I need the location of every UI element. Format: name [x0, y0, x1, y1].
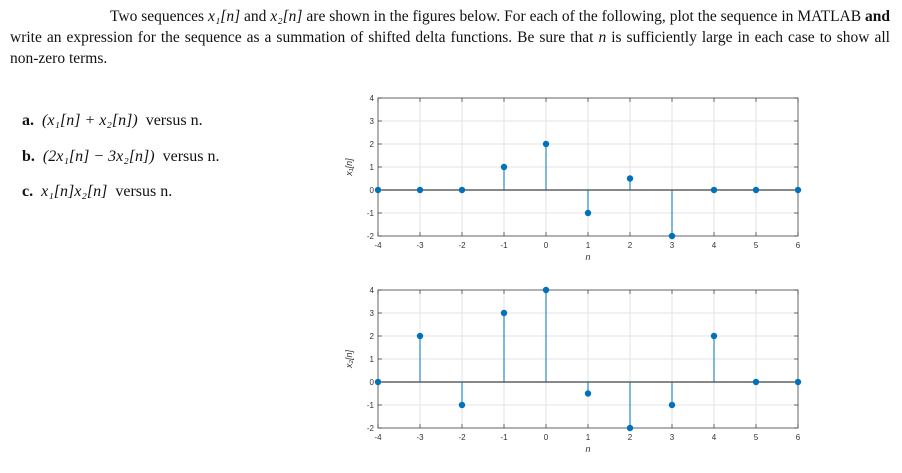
y-axis-label: x₂[n] [344, 350, 354, 368]
stem-marker [753, 187, 759, 193]
intro-text-1: Two sequences [110, 8, 209, 25]
x-tick-label: -2 [458, 433, 466, 442]
y-tick-label: -1 [366, 401, 374, 410]
stem-marker [501, 164, 507, 170]
y-tick-label: 2 [369, 332, 374, 341]
part-b-label: b. [22, 148, 35, 165]
x-tick-label: -4 [374, 241, 382, 250]
y-tick-label: -2 [366, 424, 374, 433]
stem-marker [795, 379, 801, 385]
x2-symbol: x₂[n] [270, 8, 303, 25]
part-a-expression: (x₁[n] + x₂[n]) [42, 112, 138, 129]
y-tick-label: -1 [366, 209, 374, 218]
y-tick-label: 4 [369, 94, 374, 103]
part-c [22, 183, 172, 201]
intro-bold-and: and [865, 8, 890, 25]
x-tick-label: 3 [669, 241, 675, 250]
y-axis-label: x₁[n] [344, 158, 354, 176]
y-tick-label: 0 [369, 378, 374, 387]
x-tick-label: 2 [627, 241, 633, 250]
x-tick-label: -4 [374, 433, 382, 442]
stem-marker [459, 187, 465, 193]
x-axis-label: n [585, 252, 591, 262]
part-c-label: c. [22, 183, 34, 200]
x-axis-label: n [585, 444, 591, 454]
x-tick-label: 0 [543, 433, 549, 442]
y-tick-label: 3 [369, 117, 374, 126]
x-tick-label: 2 [627, 433, 633, 442]
part-a-tail: versus n. [145, 112, 203, 129]
intro-text-2: are shown in the figures below. For each of the following, plot the sequence in MATLAB [302, 8, 865, 25]
x-tick-label: -2 [458, 241, 466, 250]
x1-symbol: x₁[n] [208, 8, 241, 25]
x-tick-label: -3 [416, 433, 424, 442]
x-tick-label: 4 [711, 241, 717, 250]
y-tick-label: -2 [366, 232, 374, 241]
x-tick-label: 0 [543, 241, 549, 250]
stem-marker [585, 210, 591, 216]
intro-and: and [240, 8, 271, 25]
x-tick-label: 6 [795, 433, 801, 442]
y-tick-label: 4 [369, 286, 374, 295]
x-tick-label: 5 [753, 433, 759, 442]
x-tick-label: 1 [585, 433, 591, 442]
x-tick-label: 5 [753, 241, 759, 250]
stem-marker [627, 175, 633, 181]
stem-marker [669, 402, 675, 408]
part-b-expression: (2x₁[n] − 3x₂[n]) [42, 148, 155, 165]
stem-marker [375, 379, 381, 385]
n-symbol: n [598, 29, 607, 46]
y-tick-label: 1 [369, 355, 374, 364]
part-a [22, 112, 203, 130]
part-a-label: a. [22, 112, 34, 129]
y-tick-label: 3 [369, 309, 374, 318]
part-b-tail: versus n. [162, 148, 220, 165]
part-b [22, 148, 219, 166]
stem-marker [543, 287, 549, 293]
stem-marker [417, 187, 423, 193]
x-tick-label: 6 [795, 241, 801, 250]
x1-stem-plot [330, 90, 810, 272]
stem-marker [753, 379, 759, 385]
x-tick-label: -1 [500, 433, 508, 442]
x-tick-label: 1 [585, 241, 591, 250]
stem-marker [711, 333, 717, 339]
stem-marker [795, 187, 801, 193]
stem-marker [627, 425, 633, 431]
part-c-expression: x₁[n]x₂[n] [41, 183, 108, 200]
y-tick-label: 1 [369, 163, 374, 172]
stem-marker [501, 310, 507, 316]
stem-marker [585, 390, 591, 396]
x-tick-label: 4 [711, 433, 717, 442]
x-tick-label: 3 [669, 433, 675, 442]
y-tick-label: 2 [369, 140, 374, 149]
x-tick-label: -3 [416, 241, 424, 250]
part-c-tail: versus n. [115, 183, 173, 200]
stem-marker [543, 141, 549, 147]
x-tick-label: -1 [500, 241, 508, 250]
x2-stem-plot [330, 282, 810, 464]
intro-text-4: is sufficiently large in each case to show all non-zero terms. [10, 29, 890, 67]
stem-marker [669, 233, 675, 239]
y-tick-label: 0 [369, 186, 374, 195]
stem-marker [375, 187, 381, 193]
stem-marker [711, 187, 717, 193]
intro-text-3: write an expression for the sequence as a summation of shifted delta functions. Be sure that [10, 29, 599, 46]
stem-marker [417, 333, 423, 339]
stem-marker [459, 402, 465, 408]
problem-statement [10, 6, 890, 69]
